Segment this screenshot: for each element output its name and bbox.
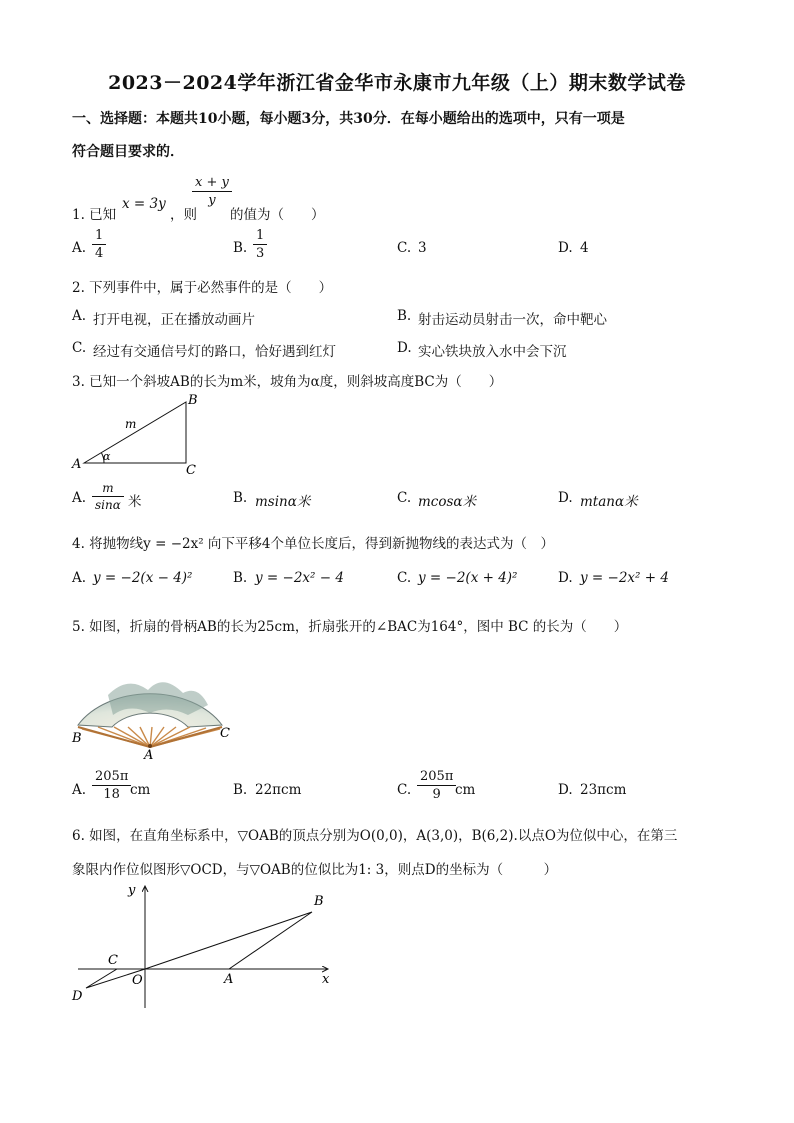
q2-option-d-text: 实心铁块放入水中会下沉 (418, 344, 567, 360)
label-c: C (186, 463, 196, 478)
q4-option-b-text: y = −2x² − 4 (255, 570, 344, 586)
q4-stem: 4. 将抛物线y = −2x² 向下平移4个单位长度后，得到新抛物线的表达式为（ ） (72, 536, 554, 552)
frac-den: sinα (95, 498, 121, 512)
q6-coordinate-figure (66, 880, 346, 1010)
q5-option-a-letter: A. (72, 782, 87, 798)
q4-option-b-letter: B. (233, 570, 248, 586)
q2-stem: 2. 下列事件中，属于必然事件的是（ ） (72, 280, 333, 296)
frac-den: 18 (103, 787, 120, 802)
q5-option-d-letter: D. (558, 782, 573, 798)
q5-option-c-fraction (417, 769, 456, 802)
q3-option-a-letter: A. (72, 490, 87, 506)
q4-option-c-letter: C. (397, 570, 412, 586)
q5-fan-figure (68, 655, 248, 765)
q3-option-b-text: msinα米 (255, 494, 311, 510)
frac-num: 1 (256, 228, 265, 243)
q5-option-c-unit: cm (455, 782, 476, 798)
fraction-bar (92, 785, 131, 786)
q5-option-b-text: 22πcm (255, 782, 302, 798)
label-m: m (125, 417, 137, 431)
q1-prefix: 1. 已知 (72, 207, 117, 223)
label-c: C (108, 953, 118, 968)
q1-option-b-letter: B. (233, 240, 248, 256)
q1-condition: x = 3y (122, 196, 166, 212)
q1-option-c-letter: C. (397, 240, 412, 256)
q1-frac-den: y (208, 193, 216, 208)
frac-den: 9 (432, 787, 441, 802)
q4-option-d-text: y = −2x² + 4 (580, 570, 669, 586)
q1-frac-num: x + y (195, 175, 229, 190)
fraction-bar (92, 244, 106, 245)
q5-option-c-letter: C. (397, 782, 412, 798)
q1-option-d-text: 4 (580, 240, 589, 256)
label-y: y (128, 883, 136, 898)
q3-option-a-fraction (92, 481, 124, 512)
q4-option-d-letter: D. (558, 570, 573, 586)
q2-option-c-letter: C. (72, 340, 87, 356)
q1-option-a-letter: A. (72, 240, 87, 256)
q4-option-a-text: y = −2(x − 4)² (93, 570, 193, 586)
q5-option-a-fraction (92, 769, 131, 802)
q5-option-b-letter: B. (233, 782, 248, 798)
label-x: x (322, 972, 330, 987)
frac-num: 205π (95, 769, 129, 784)
q1-option-b-fraction (253, 228, 267, 261)
q2-option-a-text: 打开电视，正在播放动画片 (93, 312, 255, 328)
fraction-bar (417, 785, 456, 786)
label-b: B (72, 731, 82, 746)
q6-line1: 6. 如图，在直角坐标系中，▽OAB的顶点分别为O(0,0)，A(3,0)，B(6,2).以点O为位似中心，在第三 (72, 828, 678, 844)
q5-stem: 5. 如图，折扇的骨柄AB的长为25cm，折扇张开的∠BAC为164°，图中 BC 的长为（ ） (72, 619, 628, 635)
label-c: C (220, 726, 230, 741)
q1-option-c-text: 3 (418, 240, 427, 256)
label-alpha: α (103, 450, 111, 463)
q3-option-c-letter: C. (397, 490, 412, 506)
q2-option-b-text: 射击运动员射击一次，命中靶心 (418, 312, 607, 328)
frac-num: 1 (95, 228, 104, 243)
q1-mid: ，则 (170, 207, 197, 223)
label-b: B (188, 393, 198, 408)
section-heading-line1: 一、选择题：本题共10小题，每小题3分，共30分．在每小题给出的选项中，只有一项是 (72, 111, 625, 127)
q3-stem: 3. 已知一个斜坡AB的长为m米，坡角为α度，则斜坡高度BC为（ ） (72, 374, 503, 390)
fraction-bar (253, 244, 267, 245)
q3-option-d-text: mtanα米 (580, 494, 638, 510)
q5-option-a-unit: cm (130, 782, 151, 798)
q3-option-a-unit: 米 (128, 494, 142, 510)
label-a: A (144, 748, 154, 763)
q1-fraction (192, 175, 232, 208)
q1-suffix: 的值为（ ） (230, 207, 325, 223)
q3-option-d-letter: D. (558, 490, 573, 506)
page-title: 2023－2024学年浙江省金华市永康市九年级（上）期末数学试卷 (108, 72, 686, 94)
slope-triangle (84, 402, 186, 463)
q4-option-c-text: y = −2(x + 4)² (418, 570, 518, 586)
q6-line2: 象限内作位似图形▽OCD，与▽OAB的位似比为1: 3，则点D的坐标为（ ） (72, 862, 558, 878)
q2-option-c-text: 经过有交通信号灯的路口，恰好遇到红灯 (93, 344, 336, 360)
q3-option-b-letter: B. (233, 490, 248, 506)
q4-option-a-letter: A. (72, 570, 87, 586)
label-d: D (72, 989, 83, 1004)
q2-option-a-letter: A. (72, 308, 87, 324)
fraction-bar (192, 191, 232, 192)
label-b: B (314, 894, 324, 909)
fan-ribs (82, 727, 220, 747)
q3-slope-figure (70, 390, 210, 480)
label-a: A (72, 457, 82, 472)
fan-guard-right (150, 727, 222, 747)
label-o: O (132, 973, 143, 988)
q1-option-d-letter: D. (558, 240, 573, 256)
label-a: A (224, 972, 234, 987)
triangle-oab (145, 912, 312, 969)
q3-option-c-text: mcosα米 (418, 494, 477, 510)
frac-num: m (102, 481, 114, 495)
q1-option-a-fraction (92, 228, 106, 261)
fraction-bar (92, 496, 124, 497)
frac-den: 4 (95, 246, 104, 261)
q5-option-d-text: 23πcm (580, 782, 627, 798)
frac-den: 3 (256, 246, 265, 261)
q2-option-b-letter: B. (397, 308, 412, 324)
frac-num: 205π (420, 769, 454, 784)
section-heading-line2: 符合题目要求的． (72, 144, 184, 160)
q2-option-d-letter: D. (397, 340, 412, 356)
